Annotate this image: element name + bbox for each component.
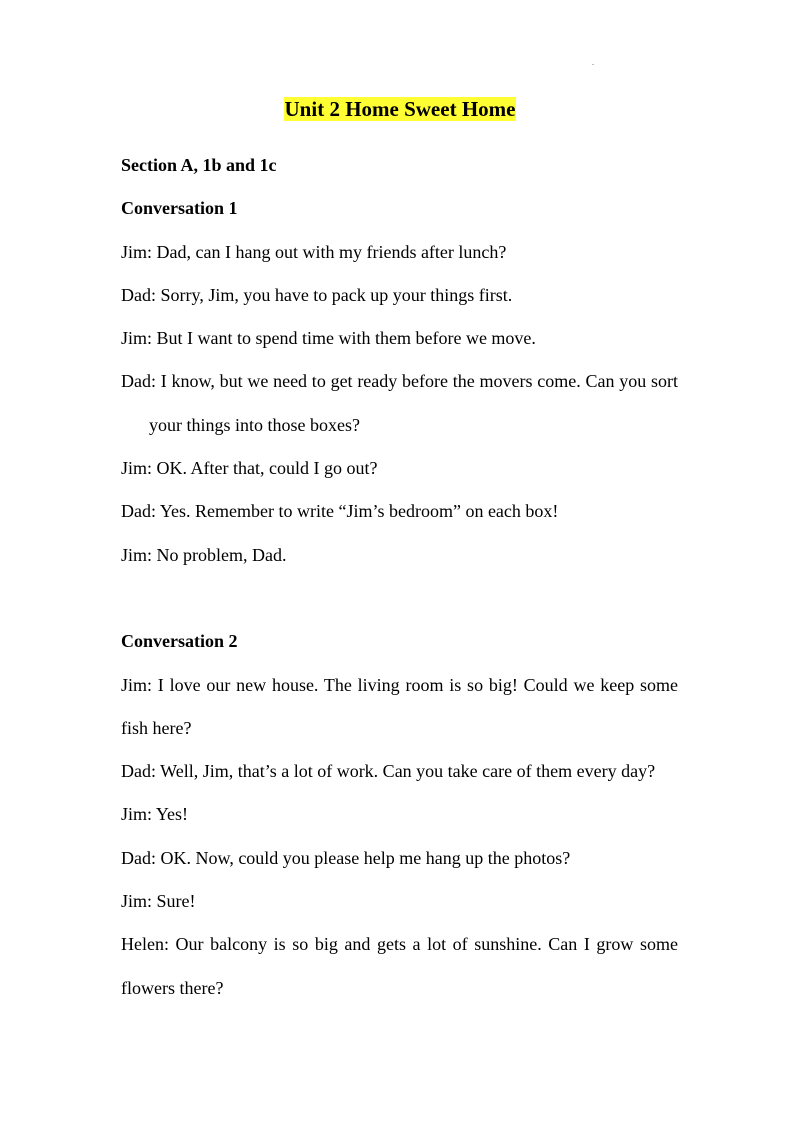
dialogue-line: Jim: I love our new house. The living room is so big! Could we keep some fish here? — [121, 674, 678, 738]
dialogue-line: Jim: Sure! — [121, 891, 196, 912]
blank-line — [121, 577, 678, 620]
dialogue-line: Dad: Well, Jim, that’s a lot of work. Can you take care of them every day? — [121, 761, 656, 782]
dialogue-line: Dad: I know, but we need to get ready before the movers come. Can you sort your things into those boxes? — [121, 371, 678, 435]
dialogue-line: Jim: But I want to spend time with them before we move. — [121, 328, 536, 349]
conversation-2-heading: Conversation 2 — [121, 631, 238, 652]
dialogue-line: Jim: OK. After that, could I go out? — [121, 458, 378, 479]
dialogue-line: Jim: No problem, Dad. — [121, 544, 287, 565]
dialogue-line: Helen: Our balcony is so big and gets a lot of sunshine. Can I grow some flowers there? — [121, 934, 678, 998]
dialogue-line: Dad: Yes. Remember to write “Jim’s bedroom” on each box! — [121, 501, 559, 522]
title-highlight: Unit 2 Home Sweet Home — [284, 97, 516, 121]
page-title — [0, 95, 800, 123]
section-heading: Section A, 1b and 1c — [121, 155, 277, 175]
dialogue-line: Jim: Yes! — [121, 804, 189, 825]
dialogue-line: Jim: Dad, can I hang out with my friends after lunch? — [121, 241, 507, 262]
conversation-1-heading: Conversation 1 — [121, 198, 238, 219]
document-body — [121, 144, 678, 1010]
dialogue-line: Dad: OK. Now, could you please help me hang up the photos? — [121, 847, 571, 868]
dialogue-line: Dad: Sorry, Jim, you have to pack up your things first. — [121, 284, 513, 305]
page-mark: . — [592, 58, 594, 67]
